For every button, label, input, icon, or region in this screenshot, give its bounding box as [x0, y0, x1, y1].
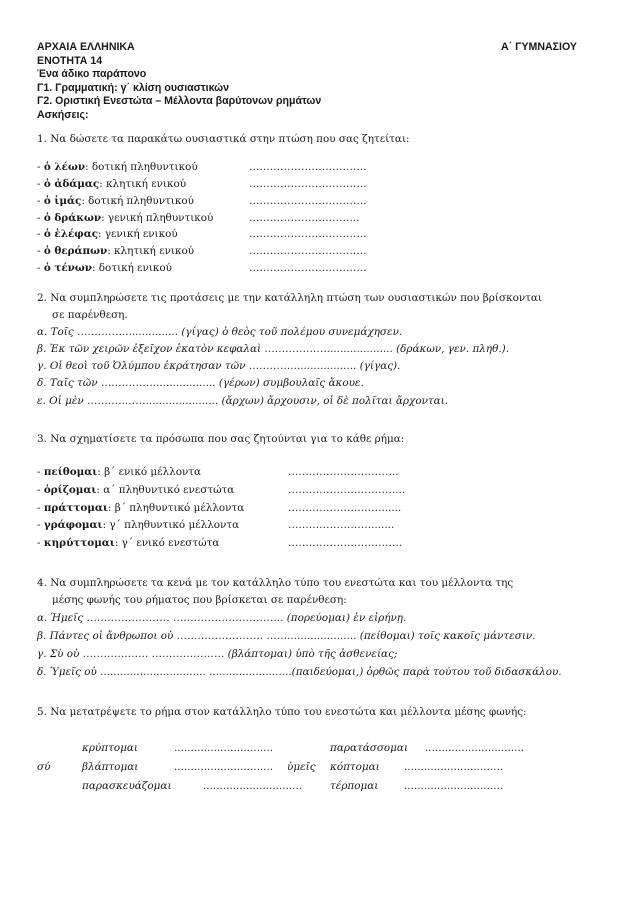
sentence-d[interactable]: δ. Ταῖς τῶν ……………................... (γέρων) συμβουλαῖς ἄκουε. — [37, 377, 364, 389]
answer-blank[interactable]: ………………………...... — [288, 502, 402, 514]
list-item: - ὁ ἀδάμας: κλητική ενικού — [37, 178, 187, 190]
answer-blank[interactable]: .............................. — [203, 780, 303, 792]
pronoun-su: σύ — [37, 761, 51, 773]
exercises-heading: Ασκήσεις: — [37, 108, 89, 121]
answer-blank[interactable]: .............................. — [174, 742, 274, 754]
grammar-topic-1: Γ1. Γραμματική: γ΄ κλίση ουσιαστικών — [37, 81, 229, 94]
answer-blank[interactable]: ……………………………. — [249, 178, 367, 190]
answer-blank[interactable]: ……………………………. — [249, 161, 367, 173]
answer-blank[interactable]: ……………………………. — [249, 262, 367, 274]
answer-blank[interactable]: .............................. — [425, 742, 525, 754]
answer-blank[interactable]: ………………………….. — [288, 466, 399, 478]
answer-blank[interactable]: ………………………….. — [249, 212, 360, 224]
sentence-a[interactable]: α. Ἡμεῖς …………………… ………………………….. (πορεύομαι) ἐν εἰρήνῃ. — [37, 612, 407, 624]
list-item: - πείθομαι: β΄ ενικό μέλλοντα — [37, 466, 202, 478]
verb-right-1: παρατάσσομαι — [330, 742, 409, 754]
answer-blank[interactable]: …………………………… — [288, 537, 403, 549]
worksheet-header — [37, 41, 577, 122]
sentence-b[interactable]: β. Πάντες οἱ ἄνθρωποι οὐ ……………………. ……..................... (πείθομαι) τοῖς κακοῖς μάντεσιν. — [37, 630, 536, 642]
grade-label: Α΄ ΓΥΜΝΑΣΙΟΥ — [501, 41, 577, 53]
sentence-e[interactable]: ε. Οἱ μὲν ………..……...................... (ἄρχων) ἄρχουσιν, οἱ δὲ πολῖται ἄρχονται. — [37, 395, 449, 407]
list-item: - ὁ θεράπων: κλητική ενικού — [37, 245, 195, 257]
exercise-4-prompt-cont: μέσης φωνής του ρήματος που βρίσκεται σε παρένθεση: — [52, 594, 347, 606]
text-title: Ένα άδικο παράπονο — [37, 68, 147, 80]
list-item: - ὁ τένων: δοτική ενικού — [37, 262, 172, 274]
grammar-topic-2: Γ2. Οριστική Ενεστώτα – Μέλλοντα βαρύτονων ρημάτων — [37, 95, 322, 107]
answer-blank[interactable]: ……………………………. — [249, 195, 367, 207]
verb-left-3: παρασκευάζομαι — [82, 780, 172, 792]
answer-blank[interactable]: .............................. — [174, 761, 274, 773]
answer-blank[interactable]: .............................. — [404, 780, 504, 792]
exercise-5-prompt: 5. Να μετατρέψετε το ρήμα στον κατάλληλο τύπο του ενεστώτα και μέλλοντα μέσης φωνής: — [37, 706, 527, 718]
answer-blank[interactable]: .............................. — [404, 761, 504, 773]
verb-right-3: τέρπομαι — [330, 780, 379, 792]
verb-left-2: βλάπτομαι — [82, 761, 139, 773]
sentence-a[interactable]: α. Τοῖς ………….................. (γίγας) ὁ θεὸς τοῦ πολέμου συνεμάχησεν. — [37, 326, 403, 338]
sentence-d[interactable]: δ. Ὑμεῖς οὐ ................................ .........................(παιδεύομαι,) ὀρθῶς παρὰ τούτου τοῦ διδασκάλου. — [37, 666, 562, 678]
answer-blank[interactable]: ……………………………. — [249, 228, 367, 240]
exercise-2-prompt: 2. Να συμπληρώσετε τις προτάσεις με την κατάλληλη πτώση των ουσιαστικών που βρίσκονται — [37, 292, 542, 304]
list-item: - ὁ ἱμάς: δοτική πληθυντικού — [37, 195, 194, 207]
unit-label: ΕΝΟΤΗΤΑ 14 — [37, 54, 103, 67]
answer-blank[interactable]: ……………………....... — [288, 519, 395, 531]
list-item: - κηρύττομαι: γ΄ ενικό ενεστώτα — [37, 537, 220, 549]
verb-right-2: κόπτομαι — [330, 761, 380, 773]
list-item: - ὁ ἐλέφας: γενική ενικού — [37, 228, 178, 240]
sentence-b[interactable]: β. Ἐκ τῶν χειρῶν ἐξεῖχον ἑκατὸν κεφαλαὶ ……………….................... (δράκων, γεν. πληθ.). — [37, 343, 510, 355]
list-item: - ὁ λέων: δοτική πληθυντικού — [37, 161, 198, 173]
list-item: - γράφομαι: γ΄ πληθυντικό μέλλοντα — [37, 519, 240, 531]
verb-left-1: κρύπτομαι — [82, 742, 138, 754]
exercise-2-prompt-cont: σε παρένθεση. — [52, 309, 128, 321]
list-item: - ὁ δράκων: γενική πληθυντικού — [37, 212, 214, 224]
subject-title: ΑΡΧΑΙΑ ΕΛΛΗΝΙΚΑ — [37, 41, 135, 53]
list-item: - πράττομαι: β΄ πληθυντικό μέλλοντα — [37, 502, 245, 514]
sentence-c[interactable]: γ. Σὺ οὐ ………………. ………………… (βλάπτομαι) ὑπὸ τῆς ἀσθενείας; — [37, 648, 398, 660]
sentence-c[interactable]: γ. Οἱ θεοὶ τοῦ Ὀλύμπου ἐκράτησαν τῶν ………….................... (γίγας). — [37, 360, 401, 372]
pronoun-umeis: ὑμεῖς — [287, 761, 316, 773]
exercise-1-prompt: 1. Να δώσετε τα παρακάτω ουσιαστικά στην πτώση που σας ζητείται: — [37, 133, 410, 145]
exercise-3-prompt: 3. Να σχηματίσετε τα πρόσωπα που σας ζητούνται για το κάθε ρήμα: — [37, 433, 405, 445]
answer-blank[interactable]: ……………………………. — [249, 245, 367, 257]
answer-blank[interactable]: ………………………….... — [288, 484, 406, 496]
exercise-4-prompt: 4. Να συμπληρώσετε τα κενά με τον κατάλληλο τύπο του ενεστώτα και του μέλλοντα της — [37, 577, 514, 589]
list-item: - ὁρίζομαι: α΄ πληθυντικό ενεστώτα — [37, 484, 235, 496]
